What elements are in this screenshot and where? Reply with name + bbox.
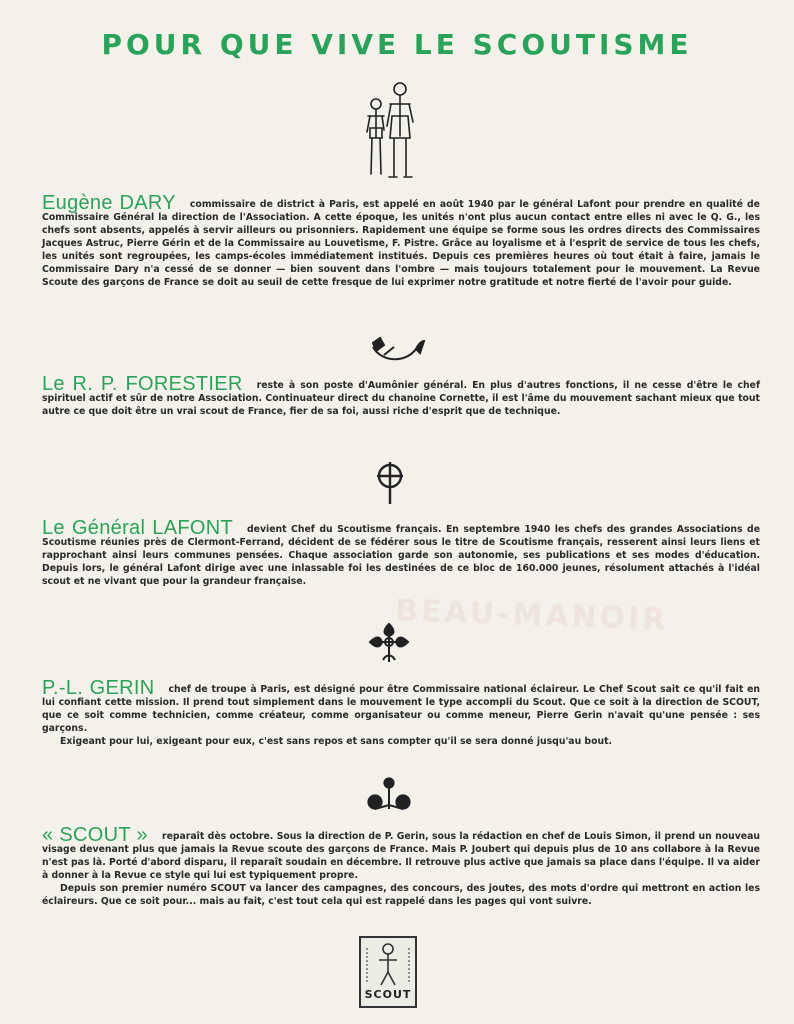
section-text-continued: Depuis son premier numéro SCOUT va lancer des campagnes, des concours, des joutes, des mots d'ordre qui mettront en action les éclaireurs. Que ce soit pour... mais au fait, c'est tout cela qui est rappelé dans les pages qui vont suivre.: [42, 883, 760, 907]
cross-icon: [373, 460, 407, 506]
section-name: P.-L. GERIN: [42, 677, 155, 699]
scout-stamp: [359, 936, 417, 1008]
section-text: reparaît dès octobre. Sous la direction de P. Gerin, sous la rédaction en chef de Louis Simon, il prend un nouveau visage devenant plus que jamais la Revue scoute des garçons de France. Mais P. Joubert qui depuis plus de 10 ans collabore à la Revue n'est pas là. Porté d'abord disparu, il reparaît soudain en décembre. Il retrouve plus active que jamais sa place dans l'équipe. Il va aider à donner à la Revue ce style qui lui est typiquement propre.: [42, 831, 761, 881]
section-eugene-dary: [42, 192, 760, 289]
section-text: commissaire de district à Paris, est appelé en août 1940 par le général Lafont pour prendre en qualité de Commissaire Général la direction de l'Association. A cette époque, les unités n'ont plus aucun contact entre elles ni avec le Q. G., les chefs sont absents, appelés à servir ailleurs ou prisonniers. Rapidement une équipe se forme sous les ordres directs des Commissaires Jacques Astruc, Pierre Gérin et de la Commissaire au Louvetisme, F. Pistre. Grâce au loyalisme et à l'esprit de service de tous les chefs, les unités sont regroupées, les camps-écoles immédiatement institués. Depuis ces premières heures où tout était à faire, jamais le Commissaire Dary n'a cessé de se donner — bien souvent dans l'ombre — mais toujours totalement pour le mouvement. La Revue Scoute des garçons de France se doit au seuil de cette fresque de lui exprimer notre gratitude et notre fierté de l'avoir pour guide.: [42, 199, 760, 288]
page-title: POUR QUE VIVE LE SCOUTISME: [101, 28, 693, 61]
section-scout-review: [42, 824, 761, 908]
section-text: chef de troupe à Paris, est désigné pour être Commissaire national éclaireur. Le Chef Scout sait ce qu'il fait en lui confiant cette mission. Il prend tout simplement dans le mouvement le type accompli du Scout. Que ce soit à la direction de SCOUT, que ce soit comme technicien, comme créateur, comme organisateur ou comme meneur, Pierre Gerin n'avait qu'une pensée : ses garçons.: [42, 684, 760, 734]
section-name: Le Général LAFONT: [42, 517, 233, 539]
scout-figure-icon: [361, 938, 415, 988]
hunting-horn-icon: [370, 335, 426, 365]
section-gerin: [42, 677, 760, 748]
watermark-stamp: BEAU-MANOIR: [394, 593, 669, 638]
fleur-ornament-icon: [364, 620, 414, 666]
section-name: Le R. P. FORESTIER: [42, 373, 243, 395]
section-lafont: [42, 517, 761, 588]
stamp-label: SCOUT: [364, 988, 412, 1001]
section-forestier: [42, 373, 760, 418]
section-name: « SCOUT »: [42, 824, 148, 846]
section-name: Eugène DARY: [42, 192, 176, 214]
clover-ornament-icon: [364, 775, 414, 815]
section-text: devient Chef du Scoutisme français. En septembre 1940 les chefs des grandes Associations de Scoutisme réunies près de Clermont-Ferrand, décident de se fédérer sous le titre de Scoutisme français, resserent ainsi leurs liens et rapprochant ainsi leurs communes pensées. Chaque association garde son autonomie, ses publications et ses modes d'éducation. Depuis lors, le général Lafont dirige avec une inlassable foi les destinées de ce bloc de 160.000 jeunes, résolument attachés à l'idéal scout et ne vivant que pour la grandeur française.: [42, 524, 761, 587]
section-text: reste à son poste d'Aumônier général. En plus d'autres fonctions, il ne cesse d'être le chef spirituel actif et sûr de notre Association. Continuateur direct du chanoine Cornette, il est l'âme du mouvement sachant mieux que tout autre ce que doit être un vrai scout de France, fier de sa foi, aussi riche d'esprit que de technique.: [42, 380, 760, 417]
scouts-illustration-icon: [362, 80, 422, 184]
section-text-continued: Exigeant pour lui, exigeant pour eux, c'est sans repos et sans compter qu'il se sera donné jusqu'au bout.: [60, 736, 613, 747]
